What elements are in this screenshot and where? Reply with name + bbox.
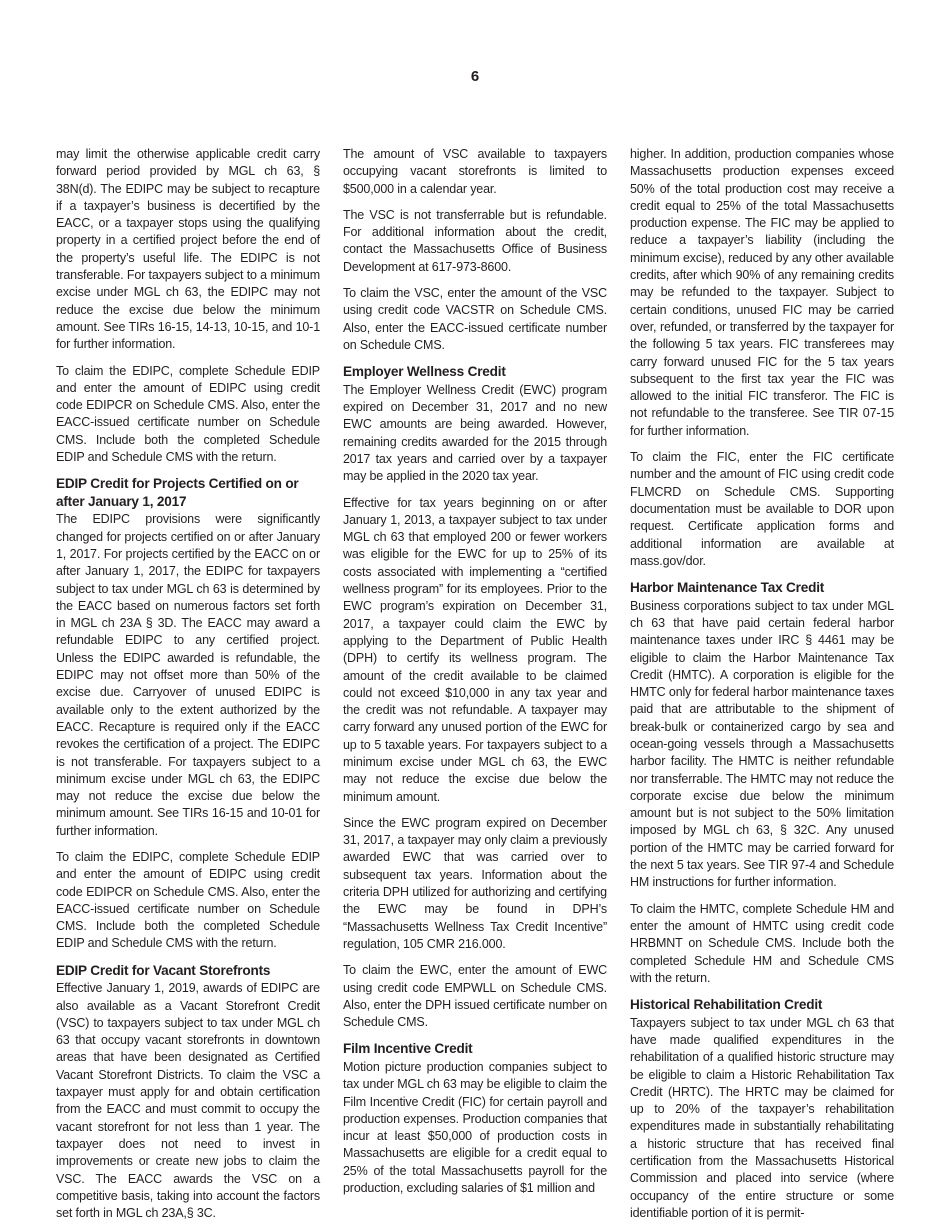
paragraph: To claim the HMTC, complete Schedule HM and enter the amount of HMTC using credit code HRBMNT on Schedule CMS. Include both the completed Schedule HM and Schedule CMS with the return. — [630, 901, 894, 985]
column-2 — [343, 146, 607, 1206]
paragraph: To claim the EWC, enter the amount of EWC using credit code EMPWLL on Schedule CMS. Also, enter the DPH issued certificate number on Schedule CMS. — [343, 963, 607, 1030]
paragraph: Motion picture production companies subject to tax under MGL ch 63 may be eligible to claim the Film Incentive Credit (FIC) for certain payroll and production expenses. Production companies that incur at least $50,000 of production costs in Massachusetts are eligible for a credit equal to 25% of the total Massachusetts payroll for the production, excluding salaries of $1 million and — [343, 1059, 607, 1196]
paragraph: The Employer Wellness Credit (EWC) program expired on December 31, 2017 and no new EWC amounts are being awarded. However, remaining credits awarded for the 2015 through 2017 tax years and carried over by a taxpayer may be applied in the 2020 tax year. — [343, 382, 607, 484]
section-heading: EDIP Credit for Vacant Storefronts — [56, 962, 271, 978]
paragraph: To claim the EDIPC, complete Schedule EDIP and enter the amount of EDIPC using credit code EDIPCR on Schedule CMS. Also, enter the EACC-issued certificate number on Schedule CMS. Include both the completed Schedule EDIP and Schedule CMS with the return. — [56, 849, 320, 951]
paragraph: To claim the EDIPC, complete Schedule EDIP and enter the amount of EDIPC using credit code EDIPCR on Schedule CMS. Also, enter the EACC-issued certificate number on Schedule CMS. Include both the completed Schedule EDIP and Schedule CMS with the return. — [56, 363, 320, 465]
section-heading: Film Incentive Credit — [343, 1041, 473, 1057]
paragraph: The amount of VSC available to taxpayers occupying vacant storefronts is limited to $500,000 in a calendar year. — [343, 147, 607, 196]
section-heading: Employer Wellness Credit — [343, 364, 506, 380]
paragraph: Taxpayers subject to tax under MGL ch 63 that have made qualified expenditures in the rehabilitation of a qualified historic structure may be eligible to claim a Historic Rehabilitation Tax Credit (HRTC). The HRTC may be claimed for up to 20% of the taxpayer’s rehabilitation expenditures made in substantially rehabilitating a historic structure that has received final certification from the Massachusetts Historical Commission and placed into service (where occupancy of the entire structure or some identifiable portion of it is permit- — [630, 1015, 894, 1220]
paragraph: may limit the otherwise applicable credit carry forward period provided by MGL ch 63, § 38N(d). The EDIPC may be subject to recapture if a taxpayer’s business is decertified by the EACC, or a taxpayer stops using the qualifying property in a certified project before the end of the property’s useful life. The EDIPC is not transferable. For taxpayers subject to a minimum excise under MGL ch 63, the EDIPC may not reduce the excise due below the minimum amount. See TIRs 16-15, 14-13, 10-15, and 10-1 for further information. — [56, 147, 320, 352]
paragraph: Since the EWC program expired on December 31, 2017, a taxpayer may only claim a previously awarded EWC that was carried over to subsequent tax years. Information about the criteria DPH utilized for authorizing and certifying the EWC may be found in DPH’s “Massachusetts Wellness Tax Credit Incentive” regulation, 105 CMR 216.000. — [343, 815, 607, 951]
paragraph: Effective for tax years beginning on or after January 1, 2013, a taxpayer subject to tax under MGL ch 63 that employed 200 or fewer workers was eligible for the EWC for up to 25% of its costs associated with implementing a “certified wellness program” for its employees. Prior to the EWC program’s expiration on December 31, 2017, a taxpayer could claim the EWC by applying to the Department of Public Health (DPH) to certify its wellness program. The amount of the credit available to be claimed could not exceed $10,000 in any tax year and the credit was not refundable. A taxpayer may carry forward any unused portion of the EWC for up to 5 taxable years. For taxpayers subject to a minimum excise under MGL ch 63, the EWC may not reduce the excise due below the minimum amount. — [343, 495, 607, 804]
paragraph: To claim the FIC, enter the FIC certificate number and the amount of FIC using credit code FLMCRD on Schedule CMS. Supporting documentation must be available to DOR upon request. Certificate application forms and additional information are available at mass.gov/dor. — [630, 450, 894, 568]
page-number: 6 — [470, 68, 480, 85]
column-1 — [56, 146, 320, 1231]
paragraph: The EDIPC provisions were significantly changed for projects certified on or after January 1, 2017. For projects certified by the EACC on or after January 1, 2017, the EDIPC for taxpayers subject to tax under MGL ch 63 is determined by the EACC based on numerous factors set forth in MGL ch 23A § 3D. The EACC may award a refundable EDIPC to any certified project. Unless the EDIPC awarded is refundable, the EDIPC may not offset more than 50% of the excise due. Carryover of unused EDIPC is available only to the extent authorized by the EACC. Recapture is required only if the EACC revokes the certification of a project. The EDIPC is not transferable. For taxpayers subject to a minimum excise under MGL ch 63, the EDIPC may not reduce the excise due below the minimum amount. See TIRs 16-15 and 10-01 for further information. — [56, 512, 320, 838]
section-heading: Harbor Maintenance Tax Credit — [630, 580, 825, 596]
section-heading: Historical Rehabilitation Credit — [630, 997, 823, 1013]
paragraph: The VSC is not transferrable but is refundable. For additional information about the credit, contact the Massachusetts Office of Business Development at 617-973-8600. — [343, 207, 607, 274]
paragraph: To claim the VSC, enter the amount of the VSC using credit code VACSTR on Schedule CMS. Also, enter the EACC-issued certificate number on Schedule CMS. — [343, 286, 607, 352]
section-heading: EDIP Credit for Projects Certified on or after January 1, 2017 — [56, 476, 299, 509]
paragraph: Effective January 1, 2019, awards of EDIPC are also available as a Vacant Storefront Credit (VSC) to taxpayers subject to tax under MGL ch 63 that occupy vacant storefronts in downtown areas that have been designated as Certified Vacant Storefront Districts. To claim the VSC a taxpayer must apply for and obtain certification from the EACC and must commit to occupy the vacant storefront for not less than 1 year. The taxpayer does not need to invest in improvements or create new jobs to claim the VSC. The EACC awards the VSC on a competitive basis, taking into account the factors set forth in MGL ch 23A,§ 3C. — [56, 981, 320, 1221]
paragraph: Business corporations subject to tax under MGL ch 63 that have paid certain federal harbor maintenance taxes under IRC § 4461 may be eligible to claim the Harbor Maintenance Tax Credit (HMTC). A corporation is eligible for the HMTC only for federal harbor maintenance taxes paid that are attributable to the shipment of break-bulk or containerized cargo by sea and ocean-going vessels through a Massachusetts harbor facility. The HMTC is neither refundable nor transferrable. The HMTC may not reduce the corporate excise due below the minimum amount but is not subject to the 50% limitation imposed by MGL ch 63, § 32C. Any unused portion of the HMTC may be carried forward for the next 5 tax years. See TIR 97-4 and Schedule HM instructions for further information. — [630, 598, 894, 890]
paragraph: higher. In addition, production companies whose Massachusetts production expenses exceed 50% of the total production cost may receive a credit equal to 25% of the total Massachusetts production expense. The FIC may be applied to reduce a taxpayer’s liability (including the minimum excise), reduced by any other available credits, after which 90% of any remaining credits may be refunded to the taxpayer. Subject to certain conditions, unused FIC may be carried over, refunded, or transferred by the taxpayer for the following 5 tax years. FIC transferees may carry forward unused FIC for the 5 tax years subsequent to the first tax year the FIC was allowed to the initial FIC transferor. The FIC is not refundable to the transferee. See TIR 07-15 for further information. — [630, 147, 894, 438]
column-3 — [630, 146, 894, 1231]
